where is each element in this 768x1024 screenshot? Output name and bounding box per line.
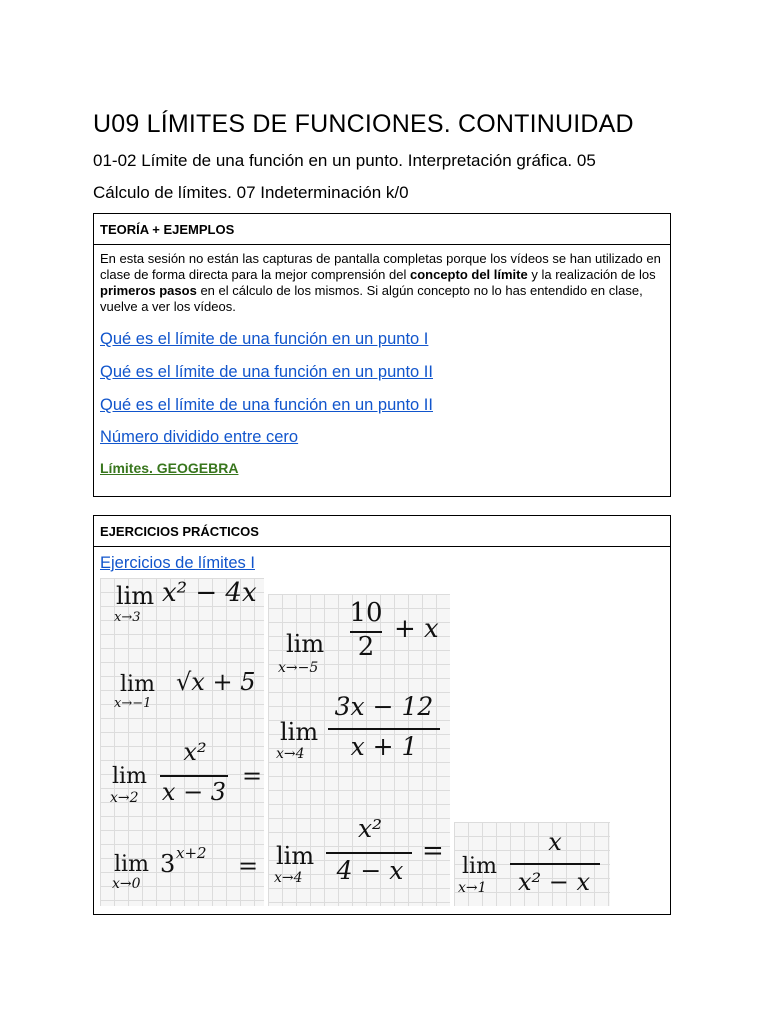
exercises-box bbox=[93, 515, 671, 915]
frac-denominator: x + 1 bbox=[350, 732, 418, 761]
link-ejercicios-limites[interactable]: Ejercicios de límites I bbox=[100, 554, 255, 572]
link-limite-punto-2[interactable]: Qué es el límite de una función en un punto II bbox=[100, 363, 433, 381]
lim-subscript: x→4 bbox=[276, 746, 305, 762]
lim-word: lim bbox=[114, 852, 149, 877]
frac-numerator: 10 bbox=[349, 598, 383, 628]
link-numero-dividido-cero[interactable]: Número dividido entre cero bbox=[100, 428, 299, 446]
frac-numerator: x² bbox=[183, 738, 207, 766]
page-subtitle-line-2: Cálculo de límites. 07 Indeterminación k/0 bbox=[93, 183, 409, 202]
frac-denominator: x² − x bbox=[517, 868, 591, 896]
frac-denominator: 4 − x bbox=[336, 856, 404, 885]
lim-subscript: x→−5 bbox=[278, 660, 319, 676]
lim-word: lim bbox=[116, 582, 155, 610]
desc-bold-pasos: primeros pasos bbox=[100, 283, 197, 298]
link-limite-punto-1[interactable]: Qué es el límite de una función en un punto I bbox=[100, 330, 429, 348]
lim-word: lim bbox=[462, 854, 497, 879]
theory-box-heading: TEORÍA + EJEMPLOS bbox=[94, 214, 670, 245]
lim-word: lim bbox=[120, 672, 155, 697]
lim-expression: √x + 5 bbox=[176, 668, 256, 696]
desc-part-1: En esta sesión no están las capturas de pantalla completas porque los vídeos se han utilizado en clase de forma directa para la mejor comprensión del bbox=[100, 251, 661, 282]
equals-sign: = bbox=[238, 852, 259, 880]
lim-expression: x² − 4x bbox=[162, 578, 257, 608]
lim-word: lim bbox=[280, 718, 319, 746]
theory-description bbox=[100, 251, 668, 315]
lim-subscript: x→0 bbox=[112, 876, 141, 892]
frac-denominator: 2 bbox=[357, 632, 375, 662]
frac-numerator: x bbox=[548, 828, 562, 856]
theory-box bbox=[93, 213, 671, 497]
equals-sign: = bbox=[242, 762, 263, 790]
desc-bold-concepto: concepto del límite bbox=[409, 267, 528, 282]
lim-subscript: x→−1 bbox=[114, 696, 152, 711]
frac-line bbox=[160, 775, 228, 777]
lim-subscript: x→3 bbox=[114, 610, 141, 625]
link-geogebra[interactable]: Límites. GEOGEBRA bbox=[100, 460, 239, 476]
equals-sign: = bbox=[422, 836, 444, 866]
link-limite-punto-2b[interactable]: Qué es el límite de una función en un punto II bbox=[100, 396, 433, 414]
lim-subscript: x→1 bbox=[458, 880, 487, 896]
page-subtitle-line-1: 01-02 Límite de una función en un punto. Interpretación gráfica. 05 bbox=[93, 151, 596, 170]
frac-denominator: x − 3 bbox=[161, 778, 227, 806]
frac-numerator: 3x − 12 bbox=[334, 692, 434, 721]
lim-word: lim bbox=[276, 842, 315, 870]
page-title: U09 LÍMITES DE FUNCIONES. CONTINUIDAD bbox=[93, 110, 634, 138]
limits-image-collage bbox=[100, 578, 666, 910]
power-base: 3 bbox=[160, 850, 176, 878]
frac-line bbox=[510, 863, 600, 865]
exercises-box-heading: EJERCICIOS PRÁCTICOS bbox=[94, 516, 670, 547]
lim-word: lim bbox=[286, 630, 325, 658]
lim-word: lim bbox=[112, 764, 147, 789]
lim-subscript: x→4 bbox=[274, 870, 303, 886]
frac-numerator: x² bbox=[357, 814, 383, 843]
lim-subscript: x→2 bbox=[110, 790, 139, 806]
frac-line bbox=[326, 852, 412, 854]
lim-tail: + x bbox=[394, 614, 439, 644]
desc-part-3: en el cálculo de los mismos. Si algún concepto no lo has entendido en clase, vuelve a ver los vídeos. bbox=[100, 283, 643, 314]
power-exponent: x+2 bbox=[176, 844, 207, 862]
frac-line bbox=[328, 728, 440, 730]
desc-part-2: y la realización de los bbox=[527, 267, 656, 282]
